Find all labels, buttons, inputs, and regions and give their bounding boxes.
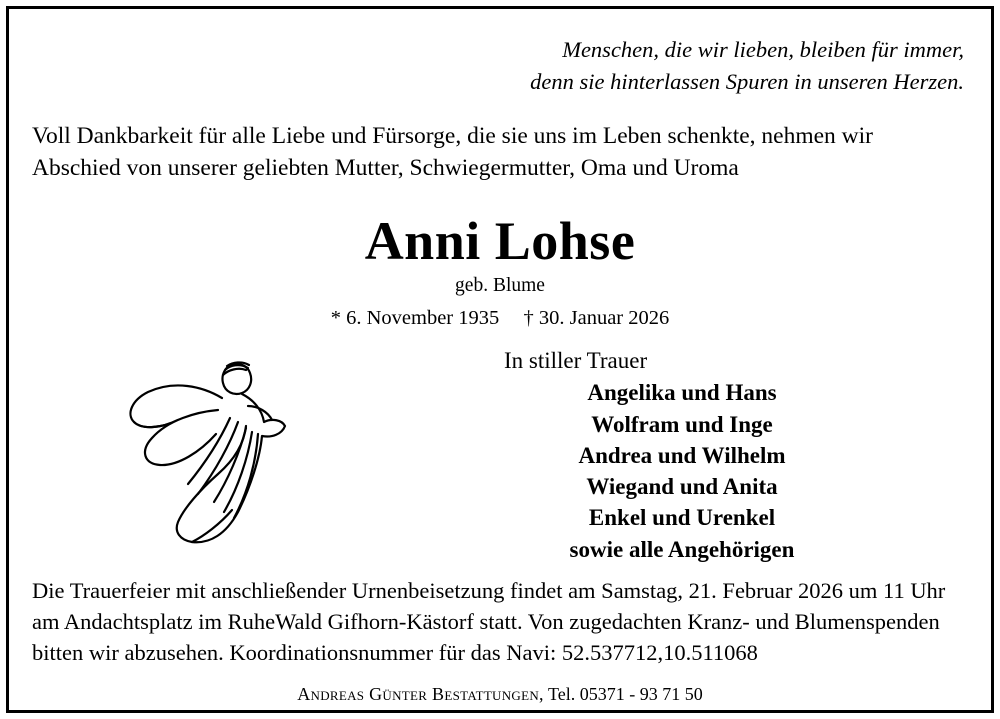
life-dates xyxy=(32,307,968,330)
details-line-3: bitten wir abzusehen. Koordinationsnummer für das Navi: 52.537712,10.511068 xyxy=(32,639,758,665)
intro-line-2: Abschied von unserer geliebten Mutter, Schwiegermutter, Oma und Uroma xyxy=(32,155,739,182)
mourners-block xyxy=(472,348,892,565)
mourner-name: Andrea und Wilhelm xyxy=(578,442,786,468)
funeral-details xyxy=(32,576,968,668)
intro-line-1: Voll Dankbarkeit für alle Liebe und Fürsorge, die sie uns im Leben schenkte, nehmen wir xyxy=(32,122,873,149)
deceased-maiden-name: geb. Blume xyxy=(455,275,545,297)
mourning-lead: In stiller Trauer xyxy=(504,348,648,374)
death-date: † 30. Januar 2026 xyxy=(523,307,670,330)
motto-line-1: Menschen, die wir lieben, bleiben für immer, xyxy=(562,37,964,62)
details-line-2: am Andachtsplatz im RuheWald Gifhorn-Kästorf statt. Von zugedachten Kranz- und Blumenspenden xyxy=(32,609,940,634)
motto-block xyxy=(32,34,968,98)
funeral-home-phone: Tel. 05371 - 93 71 50 xyxy=(548,684,703,705)
middle-section xyxy=(32,348,968,568)
funeral-home-name: Andreas Günter Bestattungen, xyxy=(297,684,544,705)
mourner-name: Wiegand und Anita xyxy=(586,474,778,500)
mourner-name: Wolfram und Inge xyxy=(591,411,773,437)
motto-line-2: denn sie hinterlassen Spuren in unseren Herzen. xyxy=(530,68,964,94)
intro-block xyxy=(32,120,968,185)
details-line-1: Die Trauerfeier mit anschließender Urnenbeisetzung findet am Samstag, 21. Februar 2026 um 11 Uhr xyxy=(32,578,946,604)
mourner-name: sowie alle Angehörigen xyxy=(569,536,795,562)
birth-date: * 6. November 1935 xyxy=(330,307,500,330)
funeral-home-footer xyxy=(32,684,968,705)
mourner-name: Enkel und Urenkel xyxy=(588,505,776,531)
mourner-name: Angelika und Hans xyxy=(587,380,777,406)
angel-illustration-icon xyxy=(122,348,332,548)
deceased-name: Anni Lohse xyxy=(364,210,636,271)
